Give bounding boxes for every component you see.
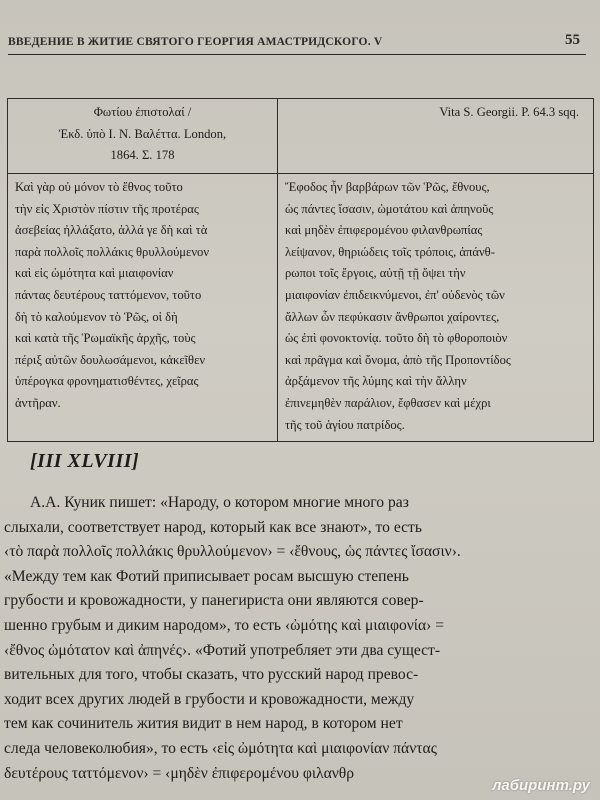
left-source-header — [8, 99, 278, 174]
greek-line: δὴ τὸ καλούμενον τὸ Ῥῶς, οἱ δὴ — [15, 309, 178, 324]
greek-line: μιαιφονίαν ἐπιδεικνύμενοι, ἐπ' οὐδενὸς τῶν — [285, 287, 505, 302]
greek-line: ἐπινεμηθὲν παράλιον, ἔφθασεν καὶ μέχρι — [285, 395, 491, 410]
greek-line: ἄλλων ὧν πεφύκασιν ἄνθρωποι χαίροντες, — [285, 309, 500, 324]
greek-line: ὡς πάντες ἴσασιν, ὠμοτάτου καὶ ἀπηνοῦς — [285, 201, 494, 216]
greek-line: ὡς ἐπὶ φονοκτονίᾳ. τοῦτο δὴ τὸ φθοροποιὸν — [285, 331, 508, 346]
left-header-line: Ἐκδ. ὑπὸ Ι. Ν. Βαλέττα. London, — [58, 126, 227, 141]
table-header-row — [8, 99, 594, 174]
page-number: 55 — [565, 32, 580, 48]
store-watermark: лабиринт.ру — [492, 777, 590, 794]
greek-line: πάντας δευτέρους ταττόμενον, τοῦτο — [15, 287, 202, 302]
body-line: А.А. Куник пишет: «Народу, о котором многие много раз — [30, 494, 409, 511]
greek-line: καὶ εἰς ὠμότητα καὶ μιαιφονίαν — [15, 266, 174, 281]
greek-line: ἀσεβείας ἠλλάξατο, ἀλλά γε δὴ καὶ τὰ — [15, 223, 208, 238]
body-line: шенно грубым и диким народом», то есть ‹ὠμότης καὶ μιαιφονία› = — [4, 616, 445, 634]
greek-line: καὶ κατὰ τῆς Ῥωμαϊκῆς ἀρχῆς, τοὺς — [15, 331, 196, 346]
right-source-header: Vita S. Georgii. P. 64.3 sqq. — [278, 99, 594, 174]
greek-line: λείψανον, θηριώδεις τοῖς τρόποις, ἀπάνθ- — [285, 244, 495, 259]
greek-line: καὶ μηδὲν ἐπιφερομένου φιλανθρωπίας — [285, 223, 483, 238]
running-head — [8, 34, 586, 55]
greek-line: τῆς τοῦ ἁγίου πατρίδος. — [285, 417, 405, 432]
greek-line: ὑπέρογκα φρονηματισθέντες, χεῖρας — [15, 374, 199, 389]
greek-line: πέριξ αὐτῶν δουλωσάμενοι, κἀκεῖθεν — [15, 352, 206, 367]
greek-line: ἀρξάμενον τῆς λύμης καὶ τὴν ἄλλην — [285, 374, 467, 389]
greek-line: Καὶ γὰρ οὐ μόνον τὸ ἔθνος τοῦτο — [15, 180, 183, 194]
greek-line: παρὰ πολλοῖς πολλάκις θρυλλούμενον — [15, 244, 210, 259]
body-line: ‹τὸ παρὰ πολλοῖς πολλάκις θρυλλούμενον› = ‹ἔθνους, ὡς πάντες ἴσασιν›. — [4, 543, 461, 561]
body-line: «Между тем как Фотий приписывает росам высшую степень — [4, 567, 409, 585]
greek-line: καὶ πρᾶγμα καὶ ὄνομα, ἀπὸ τῆς Προποντίδος — [285, 352, 511, 367]
body-line: грубости и кровожадности, у панегириста они являются совер- — [4, 592, 424, 610]
greek-line: ρωποι τοῖς ἔργοις, αὐτῇ τῇ ὄψει τὴν — [285, 266, 466, 281]
running-head-title: ВВЕДЕНИЕ В ЖИТИЕ СВЯТОГО ГЕОРГИЯ АМАСТРИДСКОГО. V — [8, 36, 383, 48]
body-line: ‹ἔθνος ὠμότατον καὶ ἀπηνές›. «Фотий употребляет эти два сущест- — [4, 641, 441, 659]
body-line: δευτέρους ταττόμενον› = ‹μηδὲν ἐπιφερομένου φιλανθρ — [4, 764, 355, 782]
table-body-row — [8, 174, 594, 442]
section-title: [III XLVIII] — [30, 450, 140, 472]
photius-text-cell — [8, 174, 278, 442]
body-line: слыхали, соответствует народ, который как все знают», то есть — [4, 518, 422, 536]
body-line: ходит всех других людей в грубости и кровожадности, между — [4, 690, 415, 708]
vita-text-cell — [278, 174, 594, 442]
body-text — [4, 491, 590, 786]
greek-line: ἀντῆραν. — [15, 395, 61, 410]
comparison-table — [7, 98, 594, 442]
body-line: тем как сочинитель жития видит в нем народ, в котором нет — [4, 715, 403, 733]
body-line: следа человеколюбия», то есть ‹εἰς ὠμότητα καὶ μιαιφονίαν πάντας — [4, 739, 437, 757]
greek-line: Ἔφοδος ἦν βαρβάρων τῶν Ῥῶς, ἔθνους, — [285, 180, 490, 194]
greek-line: τὴν εἰς Χριστὸν πίστιν τῆς προτέρας — [15, 201, 199, 216]
left-header-line: Φωτίου ἐπιστολαί / — [93, 105, 192, 119]
left-header-line: 1864. Σ. 178 — [110, 148, 175, 163]
body-line: вительных для того, чтобы сказать, что русский народ превос- — [4, 666, 419, 684]
